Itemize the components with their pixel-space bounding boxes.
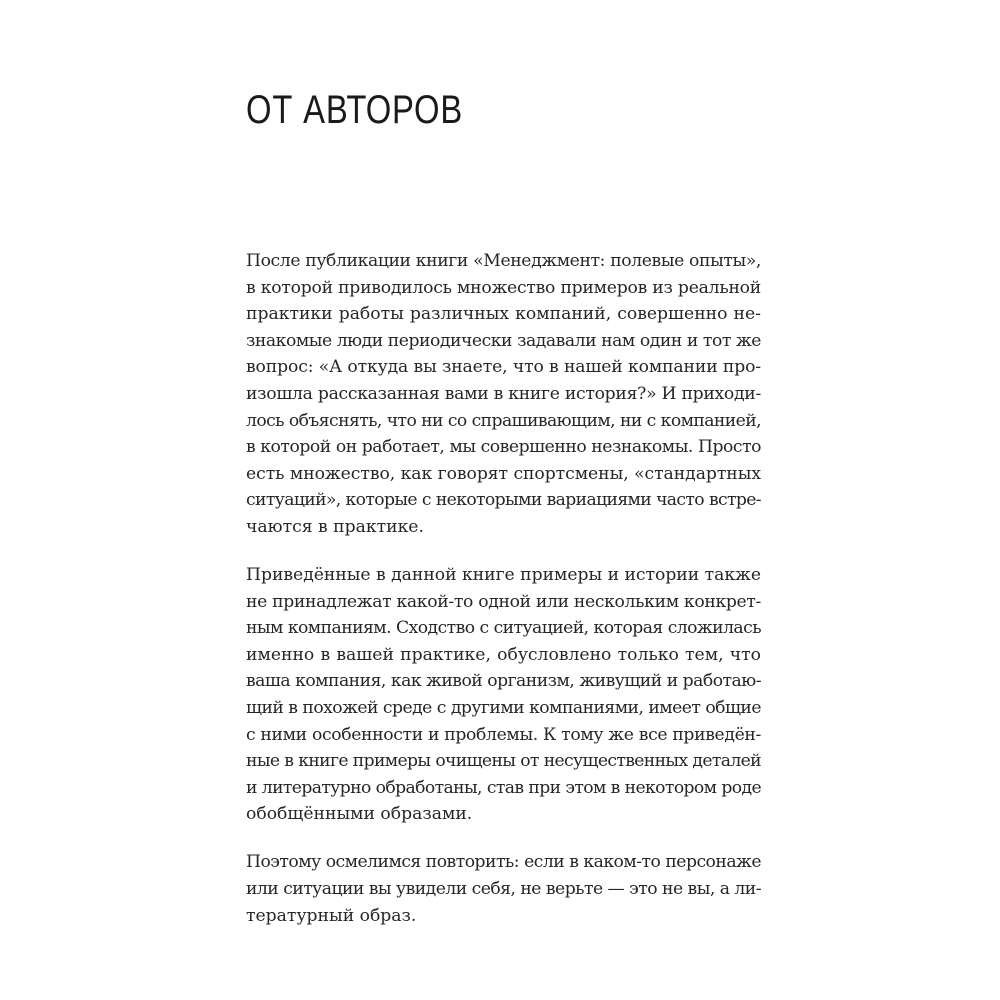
text-line: есть множество, как говорят спортсмены, «стандартных — [246, 463, 761, 484]
text-line: ные в книге примеры очищены от несущественных деталей — [246, 751, 761, 772]
text-line: тературный образ. — [246, 905, 417, 926]
text-line: изошла рассказанная вами в книге история?» И приходи- — [246, 383, 761, 404]
text-line: чаются в практике. — [246, 516, 424, 537]
text-line: знакомые люди периодически задавали нам один и тот же — [246, 330, 761, 351]
text-line: щий в похожей среде с другими компаниями, имеет общие — [246, 698, 761, 718]
text-line: или ситуации вы увидели себя, не верьте — это не вы, а ли- — [246, 879, 761, 900]
text-line: обобщёнными образами. — [246, 804, 473, 825]
text-line: с ними особенности и проблемы. К тому же все приведён- — [246, 724, 761, 745]
text-line: ситуаций», которые с некоторыми вариациями часто встре- — [246, 490, 761, 511]
paragraph-3 — [246, 849, 761, 929]
text-line: После публикации книги «Менеджмент: полевые опыты», — [246, 251, 761, 271]
chapter-heading: ОТ АВТОРОВ — [246, 88, 464, 132]
text-line: ным компаниям. Сходство с ситуацией, которая сложилась — [246, 618, 761, 639]
text-line: лось объяснять, что ни со спрашивающим, ни с компанией, — [246, 410, 761, 431]
text-line: и литературно обработаны, став при этом в некотором роде — [246, 777, 761, 798]
text-line: не принадлежат какой-то одной или нескольким конкрет- — [246, 591, 761, 612]
paragraph-2 — [246, 562, 761, 828]
body-text — [246, 248, 761, 951]
text-line: Приведённые в данной книге примеры и истории также — [246, 565, 761, 586]
paragraph-1 — [246, 248, 761, 541]
text-line: Поэтому осмелимся повторить: если в каком-то персонаже — [246, 852, 761, 873]
text-line: в которой приводилось множество примеров из реальной — [246, 277, 761, 298]
text-line: вопрос: «А откуда вы знаете, что в нашей компании про- — [246, 357, 761, 378]
text-line: именно в вашей практике, обусловлено только тем, что — [246, 644, 761, 665]
text-line: практики работы различных компаний, совершенно не- — [246, 304, 761, 325]
text-line: в которой он работает, мы совершенно незнакомы. Просто — [246, 437, 761, 458]
text-line: ваша компания, как живой организм, живущий и работаю- — [246, 671, 761, 692]
